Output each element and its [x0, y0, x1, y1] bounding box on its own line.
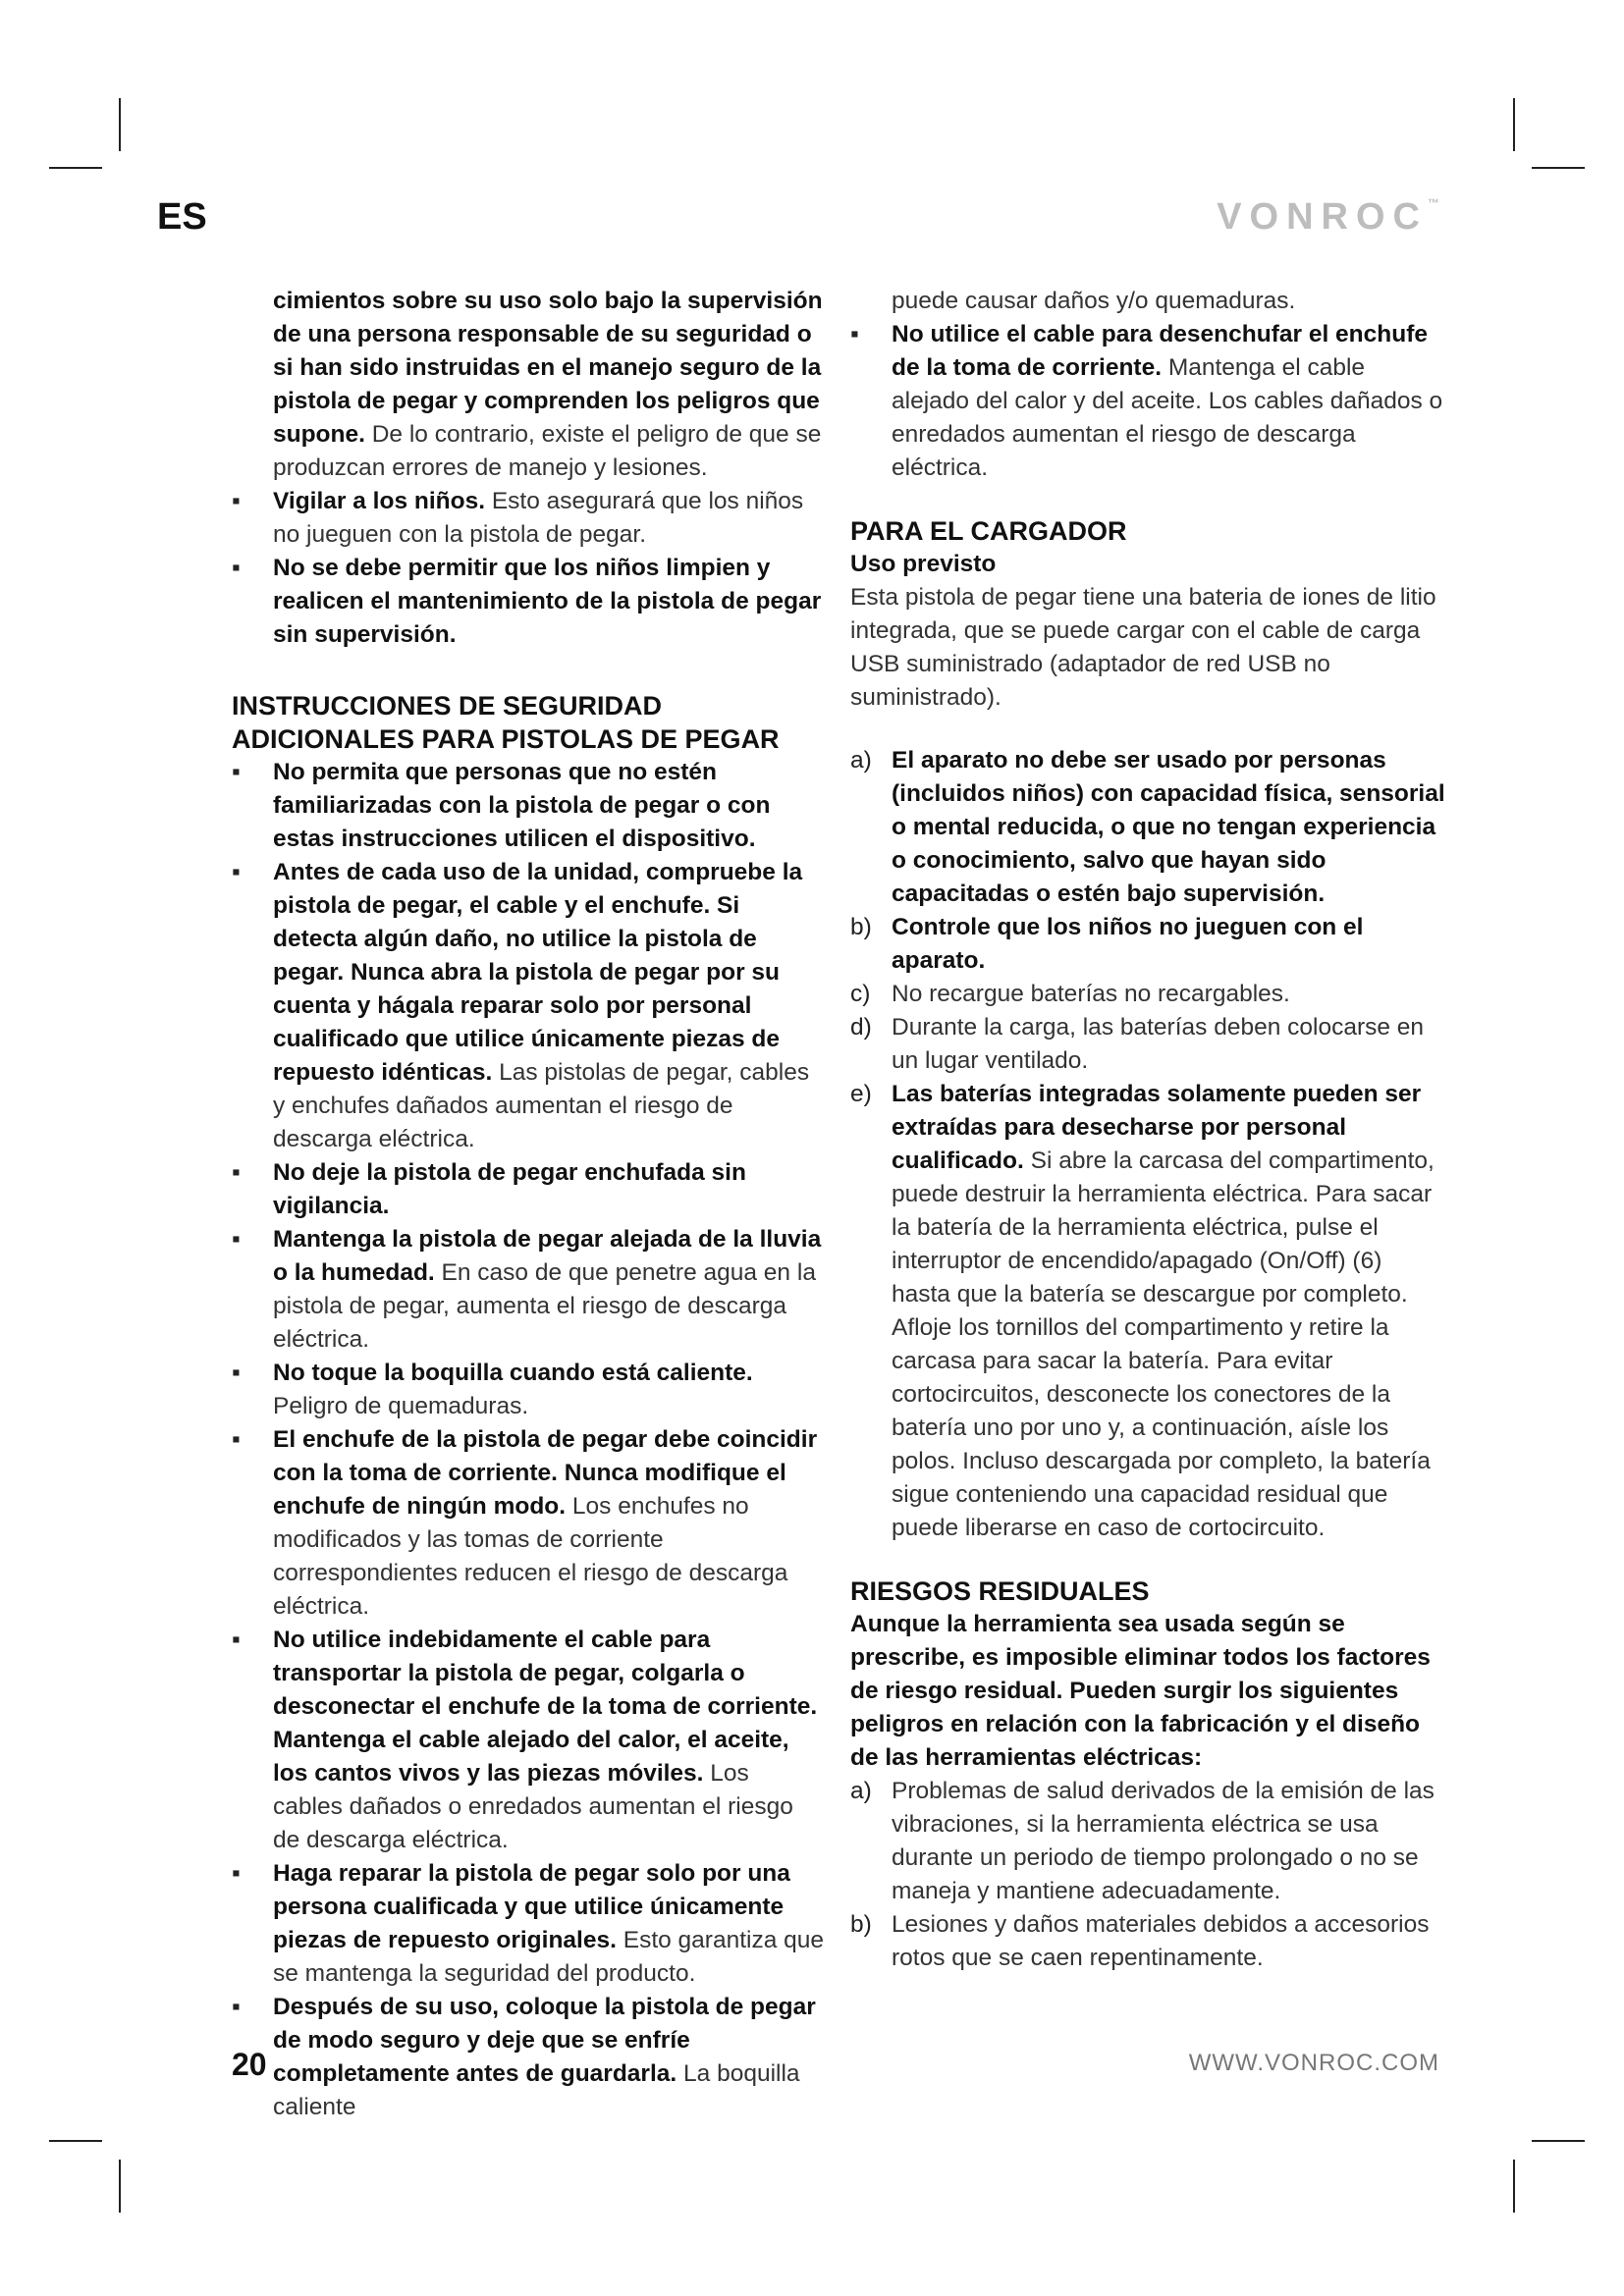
safety-item: ▪ Mantenga la pistola de pegar alejada de la lluvia o la humedad. En caso de que penetre agua en la pistola de pegar, aumenta el riesgo de descarga eléctrica.: [232, 1226, 822, 1353]
charger-item: a) El aparato no debe ser usado por personas (incluidos niños) con capacidad física, sensorial o mental reducida, o que no tengan experiencia o conocimiento, salvo que hayan sido capacitadas o estén bajo supervisión.: [850, 747, 1445, 907]
section-heading-charger: PARA EL CARGADOR: [850, 516, 1127, 546]
crop-mark-top-right-v: [1513, 98, 1515, 151]
charger-item: d) Durante la carga, las baterías deben colocarse en un lugar ventilado.: [850, 1014, 1425, 1074]
risk-item: b) Lesiones y daños materiales debidos a accesorios rotos que se caen repentinamente.: [850, 1911, 1430, 1971]
page-number: 20: [232, 2047, 267, 2082]
crop-mark-top-left-h: [49, 167, 102, 169]
bullet-supervise-children: ▪ Vigilar a los niños. Esto asegurará que los niños no jueguen con la pistola de pegar.: [232, 488, 804, 548]
intro-paragraph: cimientos sobre su uso solo bajo la supervisión de una persona responsable de su seguridad o si han sido instruidas en el manejo seguro de la pistola de pegar y comprenden los peligros que supone. De lo contrario, existe el peligro de que se produzcan errores de manejo y lesiones.: [273, 288, 823, 481]
safety-item: ▪ Antes de cada uso de la unidad, compruebe la pistola de pegar, el cable y el enchufe. Si detecta algún daño, no utilice la pistola de pegar. Nunca abra la pistola de pegar por su cuenta y hágala reparar solo por personal cualificado que utilice únicamente piezas de repuesto idénticas. Las pistolas de pegar, cables y enchufes dañados aumentan el riesgo de descarga eléctrica.: [232, 859, 810, 1152]
safety-item: ▪ No utilice indebidamente el cable para transportar la pistola de pegar, colgarla o desconectar el enchufe de la toma de corriente. Mantenga el cable alejado del calor, el aceite, los cantos vivos y las piezas móviles. Los cables dañados o enredados aumentan el riesgo de descarga eléctrica.: [232, 1627, 818, 1853]
section-heading-additional-safety: INSTRUCCIONES DE SEGURIDAD ADICIONALES PARA PISTOLAS DE PEGAR: [232, 691, 780, 754]
safety-item: ▪ Después de su uso, coloque la pistola de pegar de modo seguro y deje que se enfríe completamente antes de guardarla. La boquilla caliente: [232, 1994, 816, 2120]
subheading-intended-use: Uso previsto: [850, 551, 997, 577]
crop-mark-top-left-v: [119, 98, 121, 151]
safety-item: ▪ No deje la pistola de pegar enchufada sin vigilancia.: [232, 1159, 746, 1219]
risk-item: a) Problemas de salud derivados de la emisión de las vibraciones, si la herramienta eléctrica se usa durante un periodo de tiempo prolongado o no se maneja y mantiene adecuadamente.: [850, 1778, 1435, 1904]
brand-logo: VONROC™: [1217, 196, 1439, 238]
safety-item: ▪ Haga reparar la pistola de pegar solo por una persona cualificada y que utilice únicamente piezas de repuesto originales. Esto garantiza que se mantenga la seguridad del producto.: [232, 1860, 825, 1987]
charger-item: c) No recargue baterías no recargables.: [850, 981, 1290, 1007]
intended-use-text: Esta pistola de pegar tiene una bateria de iones de litio integrada, que se puede cargar con el cable de carga USB suministrado (adaptador de red USB no suministrado).: [850, 584, 1436, 711]
crop-mark-bottom-right-h: [1532, 2140, 1585, 2142]
left-column: [232, 285, 825, 2124]
crop-mark-top-right-h: [1532, 167, 1585, 169]
language-code: ES: [157, 196, 207, 238]
section-heading-residual-risks: RIESGOS RESIDUALES: [850, 1576, 1150, 1606]
charger-item: b) Controle que los niños no jueguen con el aparato.: [850, 914, 1364, 974]
bullet-cable-unplug: ▪ No utilice el cable para desenchufar el enchufe de la toma de corriente. Mantenga el cable alejado del calor y del aceite. Los cables dañados o enredados aumentan el riesgo de descarga eléctrica.: [850, 321, 1443, 481]
continued-text: puede causar daños y/o quemaduras.: [892, 288, 1296, 314]
bullet-children-cleaning: ▪ No se debe permitir que los niños limpien y realicen el mantenimiento de la pistola de pegar sin supervisión.: [232, 555, 822, 648]
safety-item: ▪ El enchufe de la pistola de pegar debe coincidir con la toma de corriente. Nunca modifique el enchufe de ningún modo. Los enchufes no modificados y las tomas de corriente correspondientes reducen el riesgo de descarga eléctrica.: [232, 1426, 818, 1620]
crop-mark-bottom-right-v: [1513, 2160, 1515, 2213]
charger-item: e) Las baterías integradas solamente pueden ser extraídas para desecharse por personal cualificado. Si abre la carcasa del compartimento, puede destruir la herramienta eléctrica. Para sacar la batería de la herramienta eléctrica, pulse el interruptor de encendido/apagado (On/Off) (6) hasta que la batería se descargue por completo. Afloje los tornillos del compartimento y retire la carcasa para sacar la batería. Para evitar cortocircuitos, desconecte los conectores de la batería uno por uno y, a continuación, aísle los polos. Incluso descargada por completo, la batería sigue conteniendo una capacidad residual que puede liberarse en caso de cortocircuito.: [850, 1081, 1435, 1541]
crop-mark-bottom-left-h: [49, 2140, 102, 2142]
crop-mark-bottom-left-v: [119, 2160, 121, 2213]
residual-risks-intro: Aunque la herramienta sea usada según se prescribe, es imposible eliminar todos los factores de riesgo residual. Pueden surgir los siguientes peligros en relación con la fabricación y el diseño de las herramientas eléctricas:: [850, 1611, 1431, 1771]
right-column: [850, 285, 1445, 1975]
safety-item: ▪ No toque la boquilla cuando está caliente. Peligro de quemaduras.: [232, 1360, 753, 1419]
safety-item: ▪ No permita que personas que no estén familiarizadas con la pistola de pegar o con estas instrucciones utilicen el dispositivo.: [232, 759, 771, 852]
website-url: WWW.VONROC.COM: [1188, 2050, 1439, 2076]
